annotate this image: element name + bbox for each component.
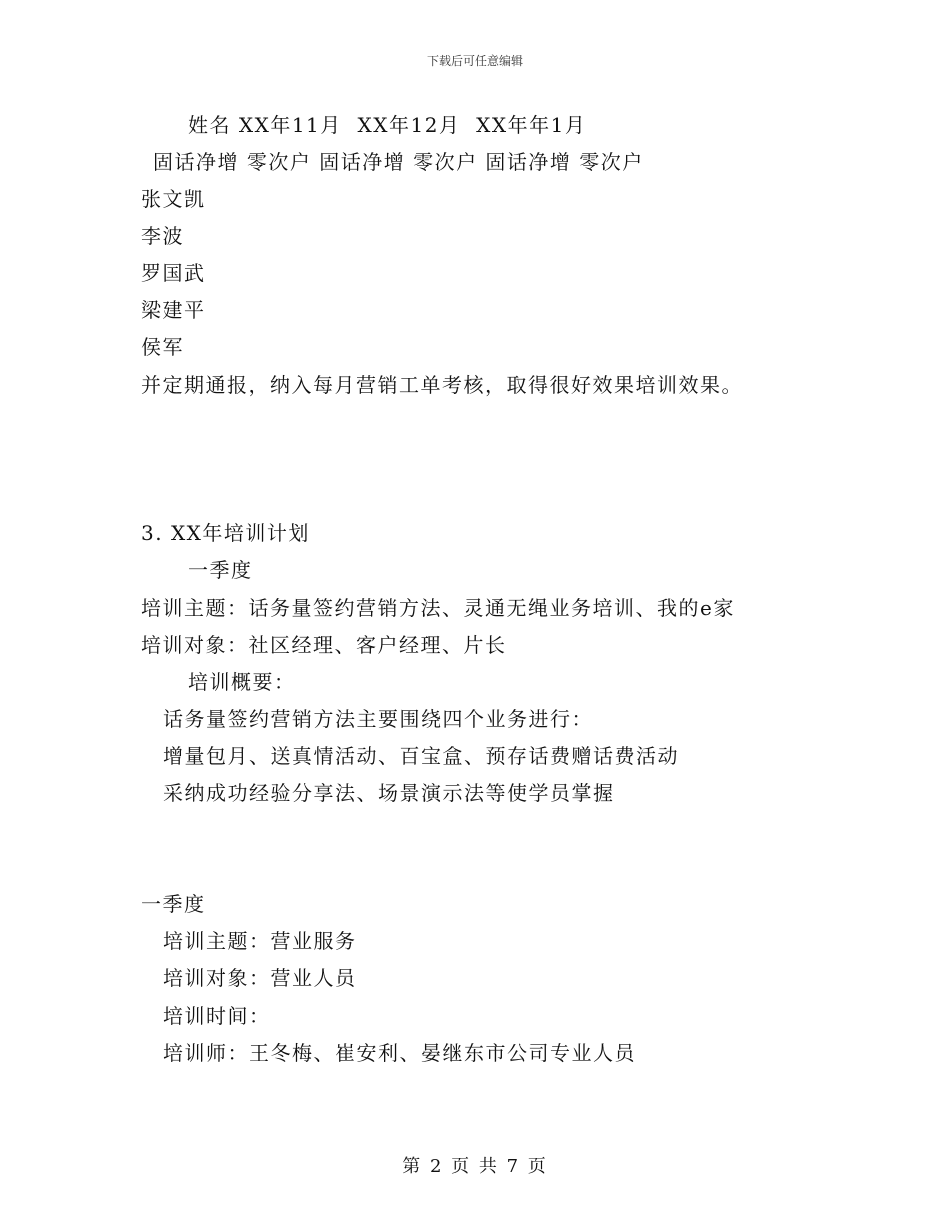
table-header-row-2: 固话净增 零次户 固话净增 零次户 固话净增 零次户 (153, 150, 644, 174)
name-row: 罗国武 (141, 261, 206, 285)
training-overview-label: 培训概要： (188, 670, 296, 694)
training-overview-line: 采纳成功经验分享法、场景演示法等使学员掌握 (163, 781, 615, 805)
training-theme: 培训主题：营业服务 (163, 929, 357, 953)
training-target: 培训对象：营业人员 (163, 966, 357, 990)
name-row: 侯军 (141, 335, 184, 359)
page-footer: 第 2 页 共 7 页 (402, 1156, 548, 1177)
section-title: 3. XX年培训计划 (141, 521, 310, 545)
table-header-row-1: 姓名 XX年11月 XX年12月 XX年年1月 (188, 113, 587, 137)
training-theme: 培训主题：话务量签约营销方法、灵通无绳业务培训、我的e家 (141, 596, 735, 620)
training-overview-line: 话务量签约营销方法主要围绕四个业务进行： (163, 707, 593, 731)
training-time: 培训时间： (163, 1004, 271, 1028)
page-header: 下载后可任意编辑 (426, 54, 523, 68)
quarter-heading: 一季度 (141, 892, 206, 916)
quarter-heading: 一季度 (188, 558, 253, 582)
training-overview-line: 增量包月、送真情活动、百宝盒、预存话费赠话费活动 (163, 744, 679, 768)
name-row: 李波 (141, 224, 184, 248)
training-target: 培训对象：社区经理、客户经理、片长 (141, 633, 507, 657)
name-row: 梁建平 (141, 298, 206, 322)
name-row: 张文凯 (141, 187, 206, 211)
paragraph: 并定期通报，纳入每月营销工单考核，取得很好效果培训效果。 (141, 373, 743, 397)
training-trainer: 培训师：王冬梅、崔安利、晏继东市公司专业人员 (163, 1041, 636, 1065)
